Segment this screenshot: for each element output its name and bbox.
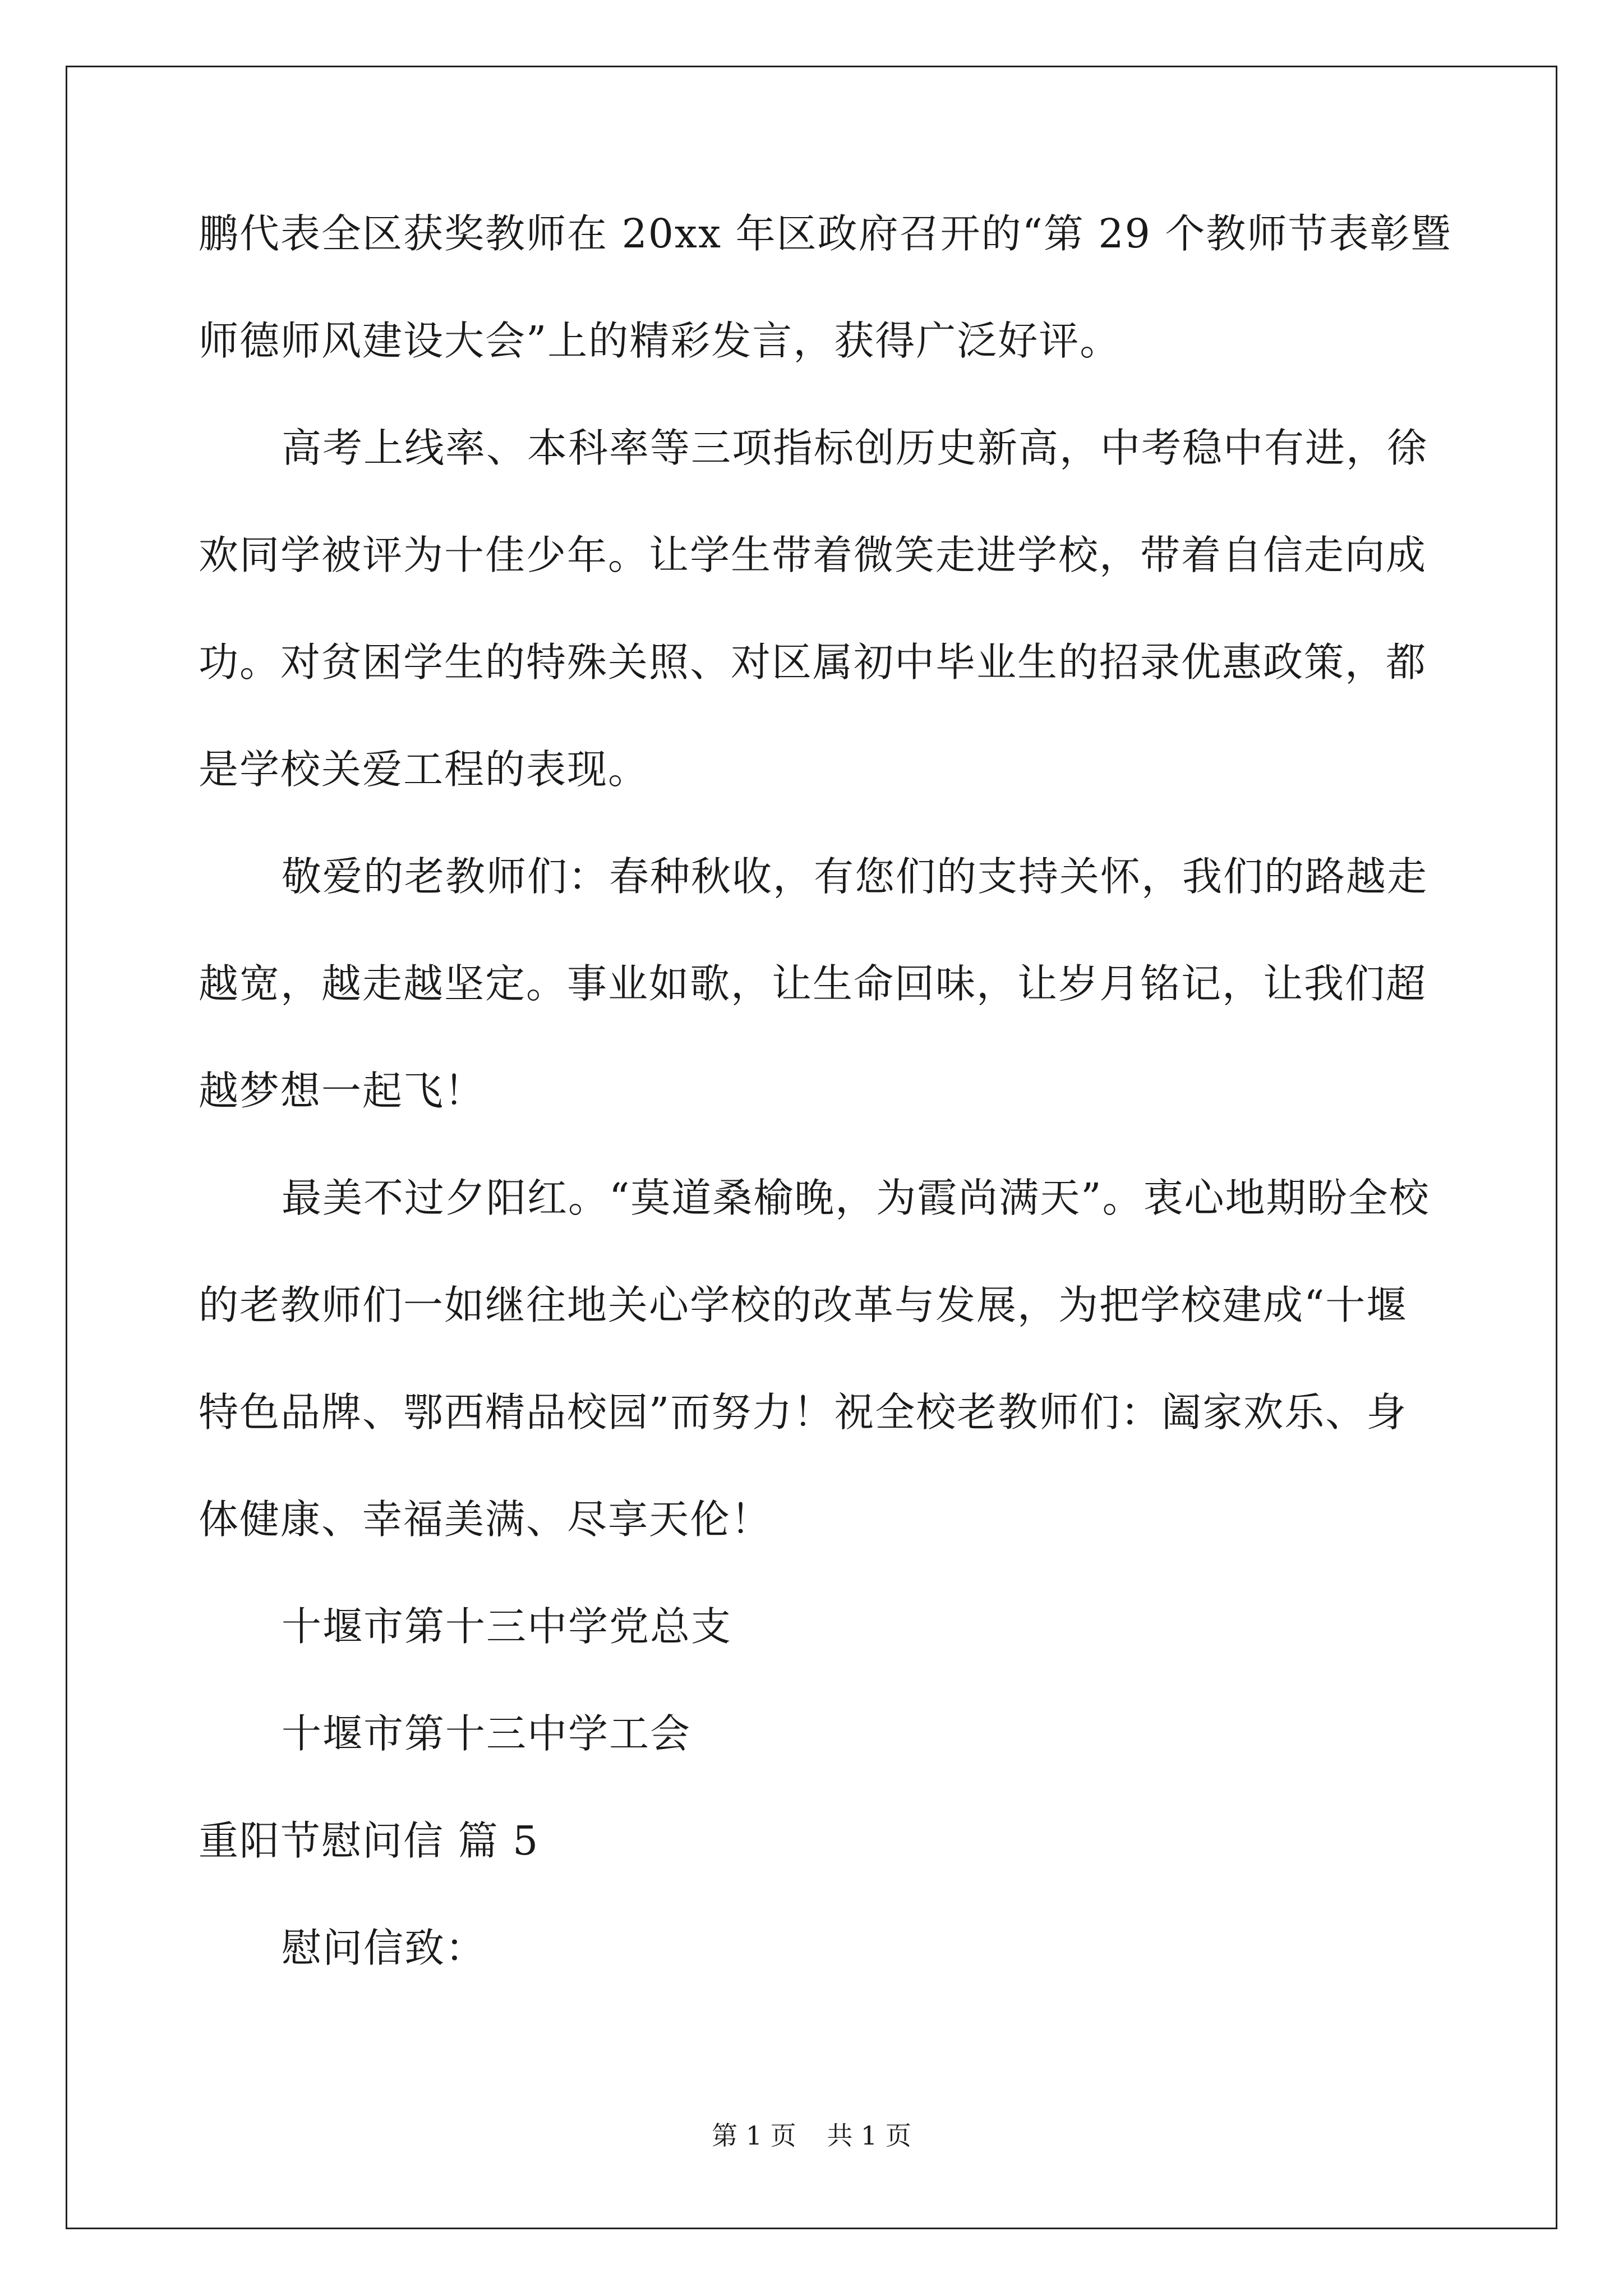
- signature-union: 十堰市第十三中学工会: [282, 1710, 691, 1757]
- body-line-11: 的老教师们一如继往地关心学校的改革与发展，为把学校建成“十堰: [199, 1282, 1408, 1328]
- signature-party-branch: 十堰市第十三中学党总支: [282, 1603, 732, 1650]
- body-line-1: 鹏代表全区获奖教师在 20xx 年区政府召开的“第 29 个教师节表彰暨: [199, 210, 1452, 257]
- document-body: [199, 207, 1452, 2028]
- body-line-10: 最美不过夕阳红。“莫道桑榆晚，为霞尚满天”。衷心地期盼全校: [282, 1175, 1430, 1221]
- section-heading: 重阳节慰问信 篇 5: [199, 1818, 540, 1864]
- page-number-current: 第 1 页: [712, 2120, 796, 2151]
- body-line-7: 敬爱的老教师们：春种秋收，有您们的支持关怀，我们的路越走: [282, 853, 1428, 900]
- body-line-3: 高考上线率、本科率等三项指标创历史新高，中考稳中有进，徐: [282, 425, 1428, 471]
- page-footer: [0, 2119, 1623, 2152]
- body-line-2: 师德师风建设大会”上的精彩发言，获得广泛好评。: [199, 318, 1121, 364]
- salutation-line: 慰问信致：: [282, 1925, 487, 1971]
- body-line-5: 功。对贫困学生的特殊关照、对区属初中毕业生的招录优惠政策，都: [199, 639, 1427, 685]
- body-line-8: 越宽，越走越坚定。事业如歌，让生命回味，让岁月铭记，让我们超: [199, 960, 1427, 1007]
- body-line-6: 是学校关爱工程的表现。: [199, 746, 649, 793]
- body-line-4: 欢同学被评为十佳少年。让学生带着微笑走进学校，带着自信走向成: [199, 532, 1427, 578]
- page-number-total: 共 1 页: [827, 2120, 911, 2151]
- body-line-9: 越梦想一起飞！: [199, 1068, 486, 1114]
- body-line-12: 特色品牌、鄂西精品校园”而努力！祝全校老教师们：阖家欢乐、身: [199, 1389, 1408, 1435]
- body-line-13: 体健康、幸福美满、尽享天伦！: [199, 1496, 772, 1543]
